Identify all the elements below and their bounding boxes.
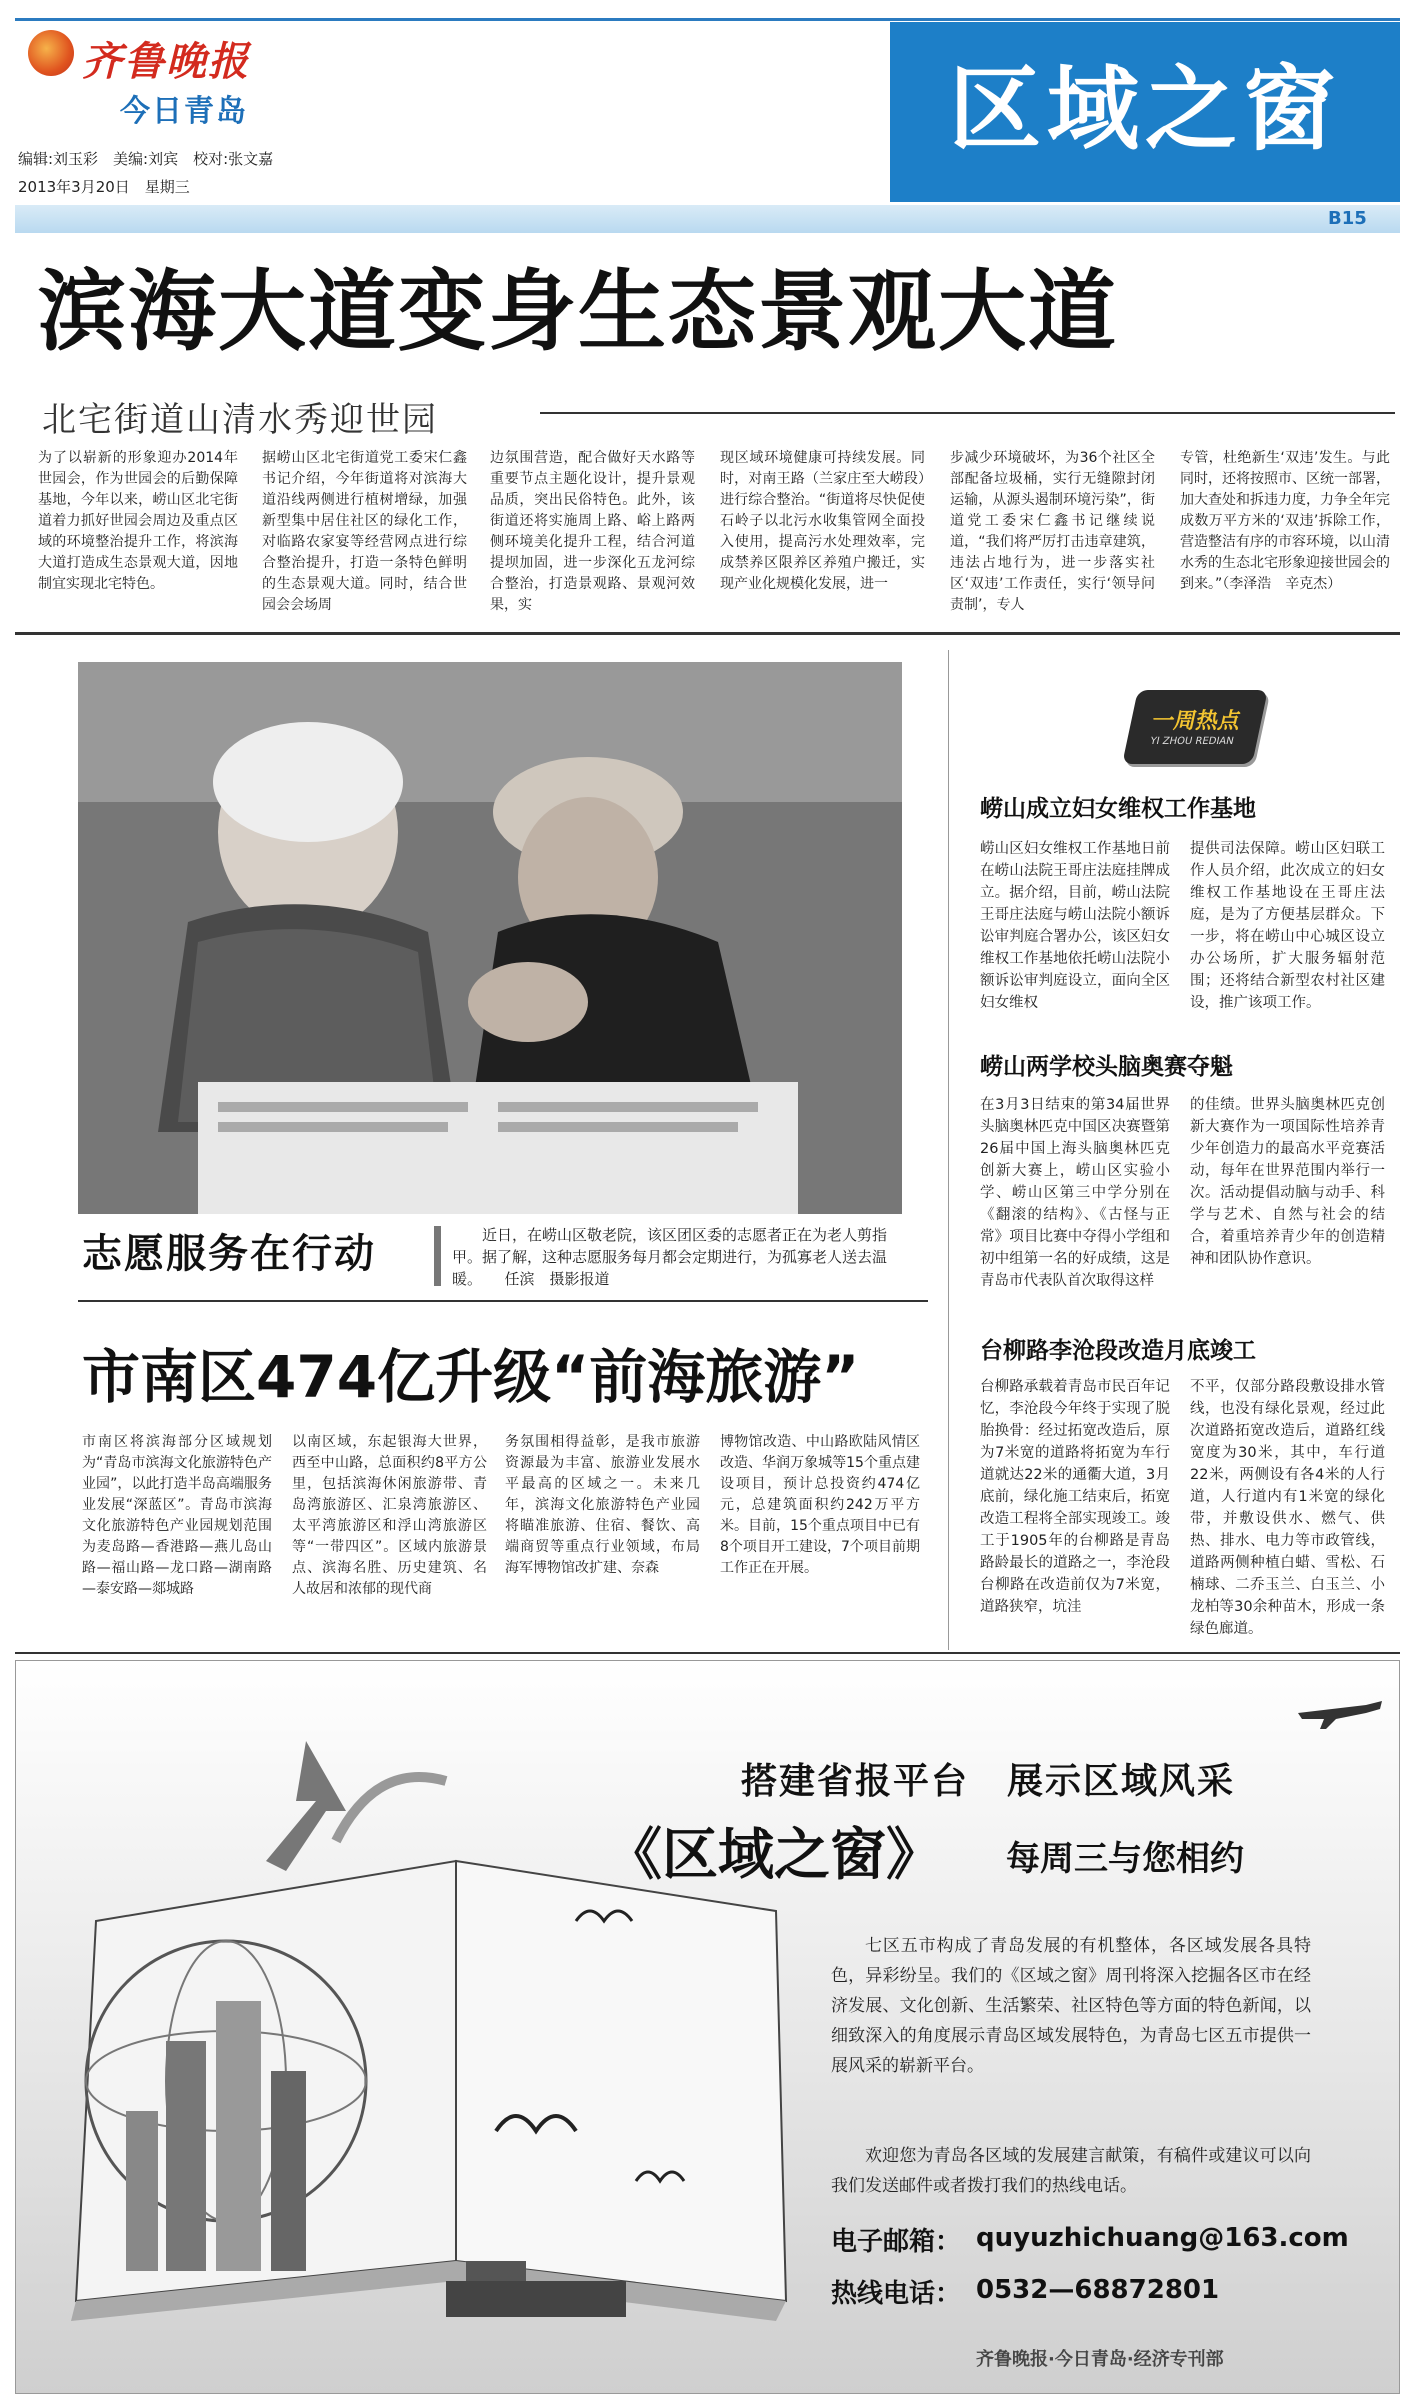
brief-1-column-1: 崂山区妇女维权工作基地日前在崂山法院王哥庄法庭挂牌成立。据介绍，目前，崂山法院王哥庄法庭与崂山法院小额诉讼审判庭合署办公，该区妇女维权工作基地依托崂山法院小额诉讼审判庭设立，面向全区妇女维权 (980, 841, 1170, 1011)
photo-caption-bar (434, 1226, 441, 1286)
second-column-2: 以南区域，东起银海大世界，西至中山路，总面积约8平方公里，包括滨海休闲旅游带、青岛湾旅游区、汇泉湾旅游区、太平湾旅游区和浮山湾旅游区等“一带四区”。区域内旅游景点、滨海名胜、历史建筑、名人故居和浓郁的现代商 (292, 1434, 487, 1597)
brief-2-column-1: 在3月3日结束的第34届世界头脑奥林匹克中国区决赛暨第26届中国上海头脑奥林匹克创新大赛上，崂山区实验小学、崂山区第三中学分别在《翻滚的结构》、《古怪与正常》项目比赛中夺得小学组和初中组第一名的好成绩，这是青岛市代表队首次取得这样 (980, 1097, 1170, 1289)
second-headline: 市南区474亿升级“前海旅游” (82, 1343, 860, 1411)
ad-email: quyuzhichuang@163.com (976, 2223, 1349, 2253)
ad-paragraph-2: 欢迎您为青岛各区域的发展建言献策，有稿件或建议可以向我们发送邮件或者拨打我们的热线电话。 (831, 2146, 1311, 2196)
lead-subhead: 北宅街道山清水秀迎世园 (42, 400, 438, 440)
editor-credits: 编辑:刘玉彩 美编:刘宾 校对:张文嘉 (18, 150, 274, 168)
ad-email-label: 电子邮箱： (831, 2227, 962, 2257)
brief-3-title: 台柳路李沧段改造月底竣工 (980, 1338, 1256, 1364)
lead-column-6: 专管，杜绝新生‘双违’发生。与此同时，还将按照市、区统一部署，加大查处和拆违力度，力争全年完成数万平方米的‘双违’拆除工作，营造整洁有序的市容环境，以山清水秀的生态北宅形象迎接世园会的到来。”（李泽浩 辛克杰） (1180, 450, 1390, 592)
second-column-1: 市南区将滨海部分区域规划为“青岛市滨海文化旅游特色产业园”，以此打造半岛高端服务业发展“深蓝区”。青岛市滨海文化旅游特色产业园规划范围为麦岛路—香港路—燕儿岛山路—福山路—龙口路—湖南路—泰安路—郯城路 (82, 1434, 272, 1597)
brief-logo-pinyin: YI ZHOU REDIAN (1149, 736, 1235, 747)
edition-name: 今日青岛 (120, 94, 248, 129)
lead-column-1: 为了以崭新的形象迎办2014年世园会，作为世园会的后勤保障基地，今年以来，崂山区北宅街道着力抓好世园会周边及重点区域的环境整治提升工作，将滨海大道打造成生态景观大道，因地制宜实现北宅特色。 (38, 450, 238, 592)
brief-1-title: 崂山成立妇女维权工作基地 (980, 796, 1256, 822)
lead-column-3: 边氛围营造，配合做好天水路等重要节点主题化设计，提升景观品质，突出民俗特色。此外，该街道还将实施周上路、峪上路两侧环境美化提升工程，结合河道提坝加固，进一步深化五龙河综合整治，打造景观路、景观河效果，实 (490, 450, 695, 613)
brief-1-column-2: 提供司法保障。崂山区妇联工作人员介绍，此次成立的妇女维权工作基地设在王哥庄法庭，是为了方便基层群众。下一步，将在崂山中心城区设立办公场所，扩大服务辐射范围；还将结合新型农村社区建设，推广该项工作。 (1190, 841, 1385, 1011)
airplane-icon (1296, 1691, 1386, 1731)
volunteer-photo (78, 662, 902, 1214)
ad-footer: 齐鲁晚报·今日青岛·经济专刊部 (976, 2349, 1224, 2370)
second-top-rule (78, 1300, 928, 1302)
ad-book-illustration (16, 1661, 796, 2393)
photo-caption-text: 近日，在崂山区敬老院，该区团区委的志愿者正在为老人剪指甲。据了解，这种志愿服务每月都会定期进行，为孤寡老人送去温暖。 任滨 摄影报道 (452, 1226, 888, 1288)
briefs-left-rule (948, 650, 949, 1650)
masthead-top-rule (15, 18, 1400, 21)
second-column-4: 博物馆改造、中山路欧陆风情区改造、华润万象城等15个重点建设项目，预计总投资约474亿元，总建筑面积约242万平方米。目前，15个重点项目中已有8个项目开工建设，7个项目前期工作正在开展。 (720, 1434, 920, 1576)
section-title-box (890, 22, 1400, 202)
lead-subhead-rule (540, 412, 1395, 414)
ad-phone: 0532—68872801 (976, 2275, 1220, 2305)
page-number: B15 (1328, 208, 1367, 229)
brief-2-column-2: 的佳绩。世界头脑奥林匹克创新大赛作为一项国际性培养青少年创造力的最高水平竞赛活动，每年在世界范围内举行一次。活动提倡动脑与动手、科学与艺术、自然与社会的结合，着重培养青少年的创造精神和团队协作意识。 (1190, 1097, 1385, 1267)
ad-top-rule (15, 1652, 1400, 1654)
issue-date: 2013年3月20日 星期三 (18, 178, 190, 196)
ad-slogan-title: 《区域之窗》 (606, 1823, 942, 1888)
ad-panel (15, 1660, 1400, 2394)
brief-3-column-2: 不平，仅部分路段敷设排水管线，也没有绿化景观，经过此次道路拓宽改造后，道路红线宽度为30米，其中，车行道22米，两侧设有各4米的人行道，人行道内有1米宽的绿化带，并敷设供水、燃气、供热、排水、电力等市政管线，道路两侧种植白蜡、雪松、石楠球、二乔玉兰、白玉兰、小龙柏等30余种苗木，形成一条绿色廊道。 (1190, 1379, 1385, 1637)
masthead (0, 0, 1417, 240)
brief-logo (1122, 690, 1268, 764)
paper-name: 齐鲁晚报 (82, 38, 250, 85)
lead-column-2: 据崂山区北宅街道党工委宋仁鑫书记介绍，今年街道将对滨海大道沿线两侧进行植树增绿，加强新型集中居住社区的绿化工作，对临路农家宴等经营网点进行综合整治提升，打造一条特色鲜明的生态景观大道。同时，结合世园会会场周 (262, 450, 467, 613)
volunteer-photo-illustration (78, 662, 902, 1214)
lead-column-4: 现区域环境健康可持续发展。同时，对南王路（兰家庄至大崂段）进行综合整治。“街道将尽快促使石岭子以北污水收集管网全面投入使用，提高污水处理效率，完成禁养区限养区养殖户搬迁，实现产业化规模化发展，进一 (720, 450, 925, 592)
brief-3-column-1: 台柳路承载着青岛市民百年记忆，李沧段今年终于实现了脱胎换骨：经过拓宽改造后，原为7米宽的道路将拓宽为车行道就达22米的通衢大道，3月底前，绿化施工结束后，拓宽改造工程将全部实现竣工。竣工于1905年的台柳路是青岛路龄最长的道路之一，李沧段台柳路在改造前仅为7米宽，道路狭窄，坑洼 (980, 1379, 1170, 1615)
ad-paragraph-1: 七区五市构成了青岛发展的有机整体，各区域发展各具特色，异彩纷呈。我们的《区域之窗》周刊将深入挖掘各区市在经济发展、文化创新、生活繁荣、社区特色等方面的特色新闻，以细致深入的角度展示青岛区域发展特色，为青岛七区五市提供一展风采的崭新平台。 (831, 1936, 1311, 2076)
paper-logo-icon (28, 30, 74, 76)
brief-logo-label: 一周热点 (1149, 709, 1243, 734)
section-title: 区域之窗 (948, 56, 1341, 163)
photo-caption-title: 志愿服务在行动 (82, 1231, 376, 1277)
masthead-bar (15, 205, 1400, 233)
lead-headline: 滨海大道变身生态景观大道 (38, 260, 1119, 363)
lead-column-5: 步减少环境破坏，为36个社区全部配备垃圾桶，实行无缝隙封闭运输，从源头遏制环境污染”，街道党工委宋仁鑫书记继续说道，“我们将严厉打击违章建筑，违法占地行为，进一步落实社区‘双违’工作责任，实行‘领导问责制’，专人 (950, 450, 1155, 613)
lead-bottom-rule (15, 632, 1400, 635)
second-column-3: 务氛围相得益彰，是我市旅游资源最为丰富、旅游业发展水平最高的区域之一。未来几年，滨海文化旅游特色产业园将瞄准旅游、住宿、餐饮、高端商贸等重点行业领域，布局海军博物馆改扩建、奈森 (505, 1434, 700, 1576)
ad-phone-label: 热线电话： (831, 2279, 962, 2309)
ad-slogan-line2: 每周三与您相约 (1006, 1839, 1244, 1879)
brief-2-title: 崂山两学校头脑奥赛夺魁 (980, 1054, 1233, 1080)
ad-slogan-line1: 搭建省报平台 展示区域风采 (741, 1761, 1236, 1802)
